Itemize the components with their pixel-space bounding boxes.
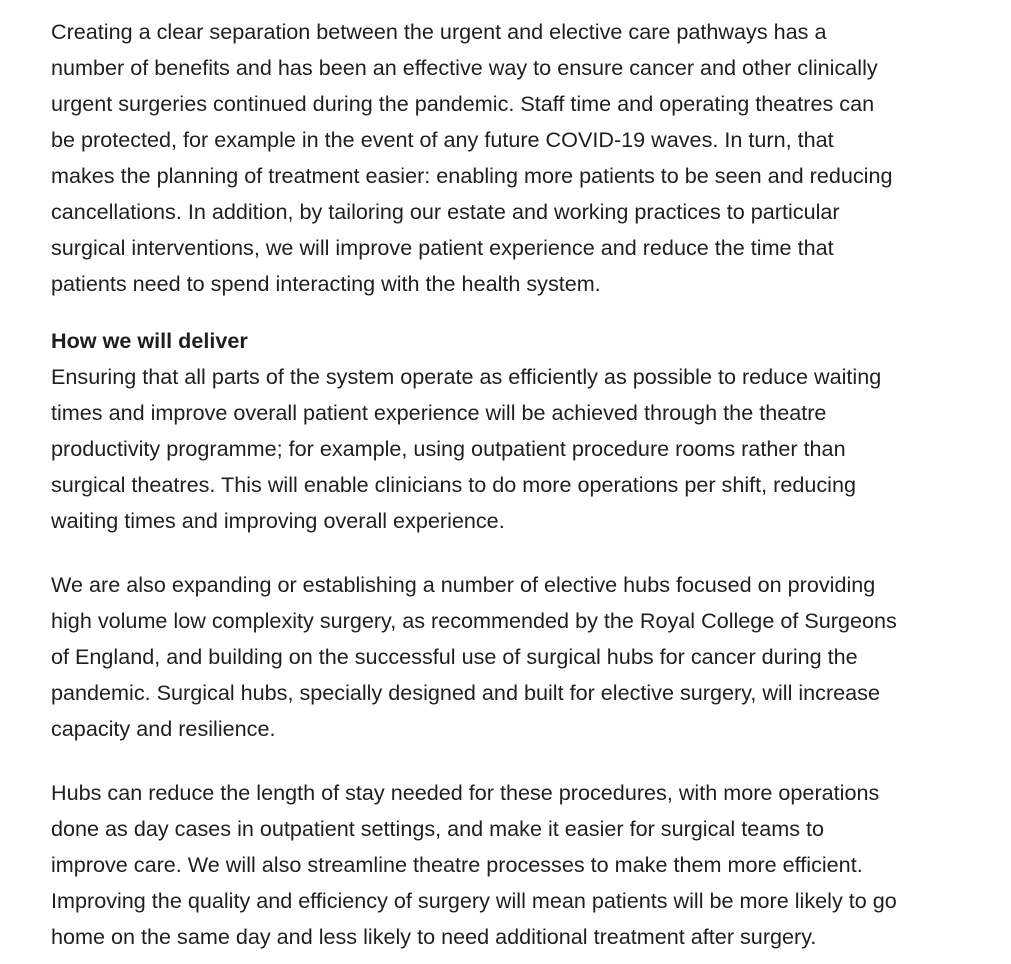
paragraph-elective-hubs: We are also expanding or establishing a number of elective hubs focused on providing high volume low complexity surgery, as recommended by the Royal College of Surgeons of England, and building on the successful use of surgical hubs for cancer during the pandemic. Surgical hubs, specially designed and built for elective surgery, will increase capacity and resilience. (51, 572, 897, 741)
section-heading: How we will deliver (51, 328, 248, 353)
document-body (51, 14, 1001, 955)
paragraph-care-pathways: Creating a clear separation between the urgent and elective care pathways has a number of benefits and has been an effective way to ensure cancer and other clinically urgent surgeries continued during the pandemic. Staff time and operating theatres can be protected, for example in the event of any future COVID-19 waves. In turn, that makes the planning of treatment easier: enabling more patients to be seen and reducing cancellations. In addition, by tailoring our estate and working practices to particular surgical interventions, we will improve patient experience and reduce the time that patients need to spend interacting with the health system. (51, 19, 893, 296)
paragraph-hubs-benefits: Hubs can reduce the length of stay needed for these procedures, with more operations done as day cases in outpatient settings, and make it easier for surgical teams to improve care. We will also streamline theatre processes to make them more efficient. Improving the quality and efficiency of surgery will mean patients will be more likely to go home on the same day and less likely to need additional treatment after surgery. (51, 780, 897, 949)
paragraph-theatre-productivity: Ensuring that all parts of the system operate as efficiently as possible to reduce waiting times and improve overall patient experience will be achieved through the theatre productivity programme; for example, using outpatient procedure rooms rather than surgical theatres. This will enable clinicians to do more operations per shift, reducing waiting times and improving overall experience. (51, 364, 882, 533)
